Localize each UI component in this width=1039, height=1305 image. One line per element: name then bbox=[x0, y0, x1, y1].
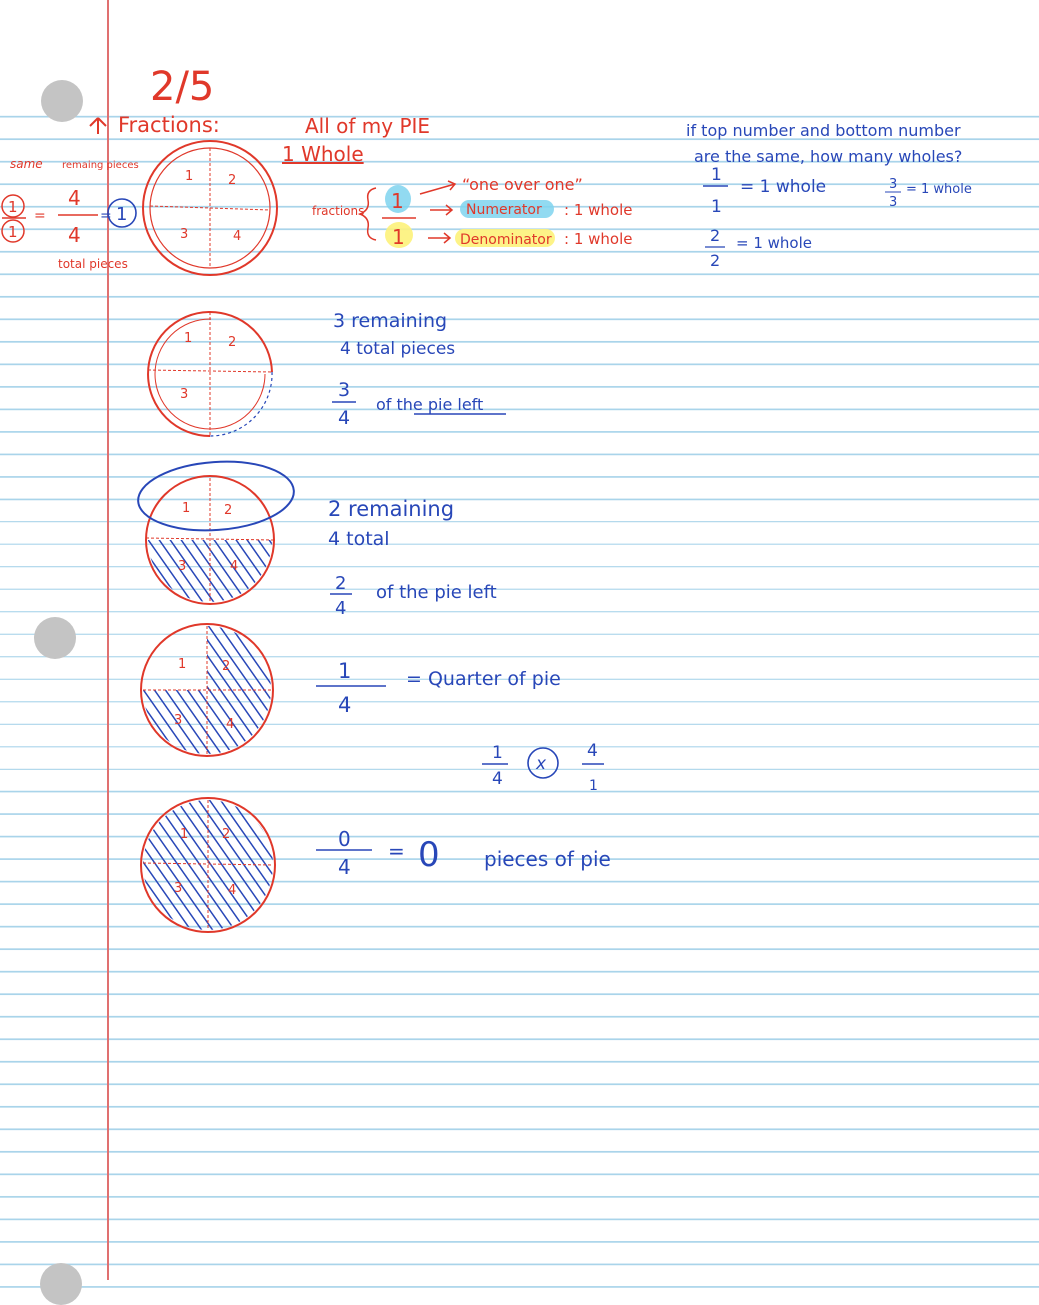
pie-slice-label: 3 bbox=[178, 559, 187, 574]
note3-frac-top: 1 bbox=[338, 659, 352, 683]
margin-total-pieces: total pieces bbox=[58, 257, 128, 271]
one-over-one: “one over one” bbox=[462, 175, 583, 194]
pie-slice-label: 1 bbox=[185, 169, 194, 184]
example1-bottom: 1 bbox=[711, 197, 722, 217]
note3-text: = Quarter of pie bbox=[406, 668, 561, 690]
subheading: 1 Whole bbox=[282, 142, 364, 166]
note1-line2: 4 total pieces bbox=[340, 339, 456, 359]
margin-denominator: 1 bbox=[8, 223, 18, 241]
margin-remaining-pieces: remaing pieces bbox=[62, 160, 139, 171]
pie-three-quarters bbox=[148, 312, 272, 436]
pie-whole bbox=[143, 141, 277, 275]
example1-result: = 1 whole bbox=[740, 177, 827, 197]
note2-text: of the pie left bbox=[376, 582, 497, 603]
pie-slice-label: 1 bbox=[180, 827, 189, 842]
pie-slice-label: 1 bbox=[184, 331, 193, 346]
fractions-label: fractions bbox=[312, 204, 365, 218]
margin-same: same bbox=[10, 157, 43, 171]
multiply-right-bottom: 1 bbox=[589, 778, 598, 794]
denominator-label: Denominator bbox=[460, 232, 552, 248]
pie-slice-label: 2 bbox=[228, 173, 237, 188]
pie-slice-label: 4 bbox=[228, 883, 237, 898]
pie-slice-label: 2 bbox=[222, 827, 231, 842]
margin-equals-circled: 1 bbox=[116, 204, 128, 225]
section-title: Fractions: bbox=[118, 113, 220, 137]
denominator-suffix: : 1 whole bbox=[564, 230, 633, 248]
page-number: 2/5 bbox=[150, 64, 215, 110]
note4-result: 0 bbox=[418, 835, 440, 875]
note1-frac-top: 3 bbox=[338, 379, 351, 401]
pie-half bbox=[136, 457, 296, 610]
arrow-icon bbox=[430, 205, 452, 215]
pie-slice-label: 2 bbox=[222, 659, 231, 674]
note1-text: of the pie left bbox=[376, 395, 484, 414]
example3-result: = 1 whole bbox=[736, 234, 812, 252]
pie-slice-label: 4 bbox=[226, 717, 235, 732]
example1-top: 1 bbox=[711, 165, 722, 185]
pie-slice-label: 3 bbox=[180, 227, 189, 242]
margin-top-number: 4 bbox=[68, 186, 81, 210]
pie-empty bbox=[140, 796, 280, 936]
denominator-value: 1 bbox=[392, 225, 405, 249]
note4-frac-top: 0 bbox=[338, 827, 351, 851]
pencil-icon bbox=[90, 118, 106, 134]
example2-result: = 1 whole bbox=[906, 182, 972, 197]
example2-bottom: 3 bbox=[889, 195, 898, 210]
margin-bottom-number: 4 bbox=[68, 223, 81, 247]
pie-slice-label: 3 bbox=[180, 387, 189, 402]
pie-slice-label: 3 bbox=[174, 713, 183, 728]
heading: All of my PIE bbox=[305, 114, 431, 138]
numerator-label: Numerator bbox=[466, 202, 542, 218]
multiply-left-top: 1 bbox=[492, 743, 503, 763]
note2-line2: 4 total bbox=[328, 528, 390, 550]
wholes-question-line1: if top number and bottom number bbox=[686, 121, 961, 140]
note3-frac-bottom: 4 bbox=[338, 693, 352, 717]
note2-frac-top: 2 bbox=[335, 573, 347, 594]
note1-line1: 3 remaining bbox=[333, 310, 448, 332]
note4-equals: = bbox=[388, 839, 405, 863]
svg-text:=: = bbox=[100, 208, 112, 224]
note4-text: pieces of pie bbox=[484, 847, 611, 871]
example3-top: 2 bbox=[710, 226, 721, 245]
example2-top: 3 bbox=[889, 177, 898, 192]
note2-line1: 2 remaining bbox=[328, 497, 455, 521]
multiply-right-top: 4 bbox=[587, 741, 598, 761]
numerator-value: 1 bbox=[391, 189, 404, 213]
arrow-icon bbox=[420, 181, 455, 194]
pie-slice-label: 1 bbox=[178, 657, 187, 672]
pie-quarter-left bbox=[137, 620, 277, 760]
note4-frac-bottom: 4 bbox=[338, 855, 351, 879]
arrow-icon bbox=[428, 233, 450, 243]
pie-slice-label: 2 bbox=[228, 335, 237, 350]
note2-frac-bottom: 4 bbox=[335, 598, 347, 619]
pie-slice-label: 2 bbox=[224, 503, 233, 518]
multiply-operator: x bbox=[536, 754, 547, 774]
pie-slice-label: 4 bbox=[230, 559, 239, 574]
example3-bottom: 2 bbox=[710, 251, 721, 270]
multiply-left-bottom: 4 bbox=[492, 769, 503, 789]
wholes-question-line2: are the same, how many wholes? bbox=[694, 147, 963, 166]
numerator-suffix: : 1 whole bbox=[564, 201, 633, 219]
margin-numerator: 1 bbox=[8, 198, 18, 216]
pie-slice-label: 4 bbox=[233, 229, 242, 244]
svg-text:=: = bbox=[34, 208, 46, 224]
note1-frac-bottom: 4 bbox=[338, 407, 351, 429]
pie-slice-label: 3 bbox=[174, 881, 183, 896]
pie-slice-label: 1 bbox=[182, 501, 191, 516]
